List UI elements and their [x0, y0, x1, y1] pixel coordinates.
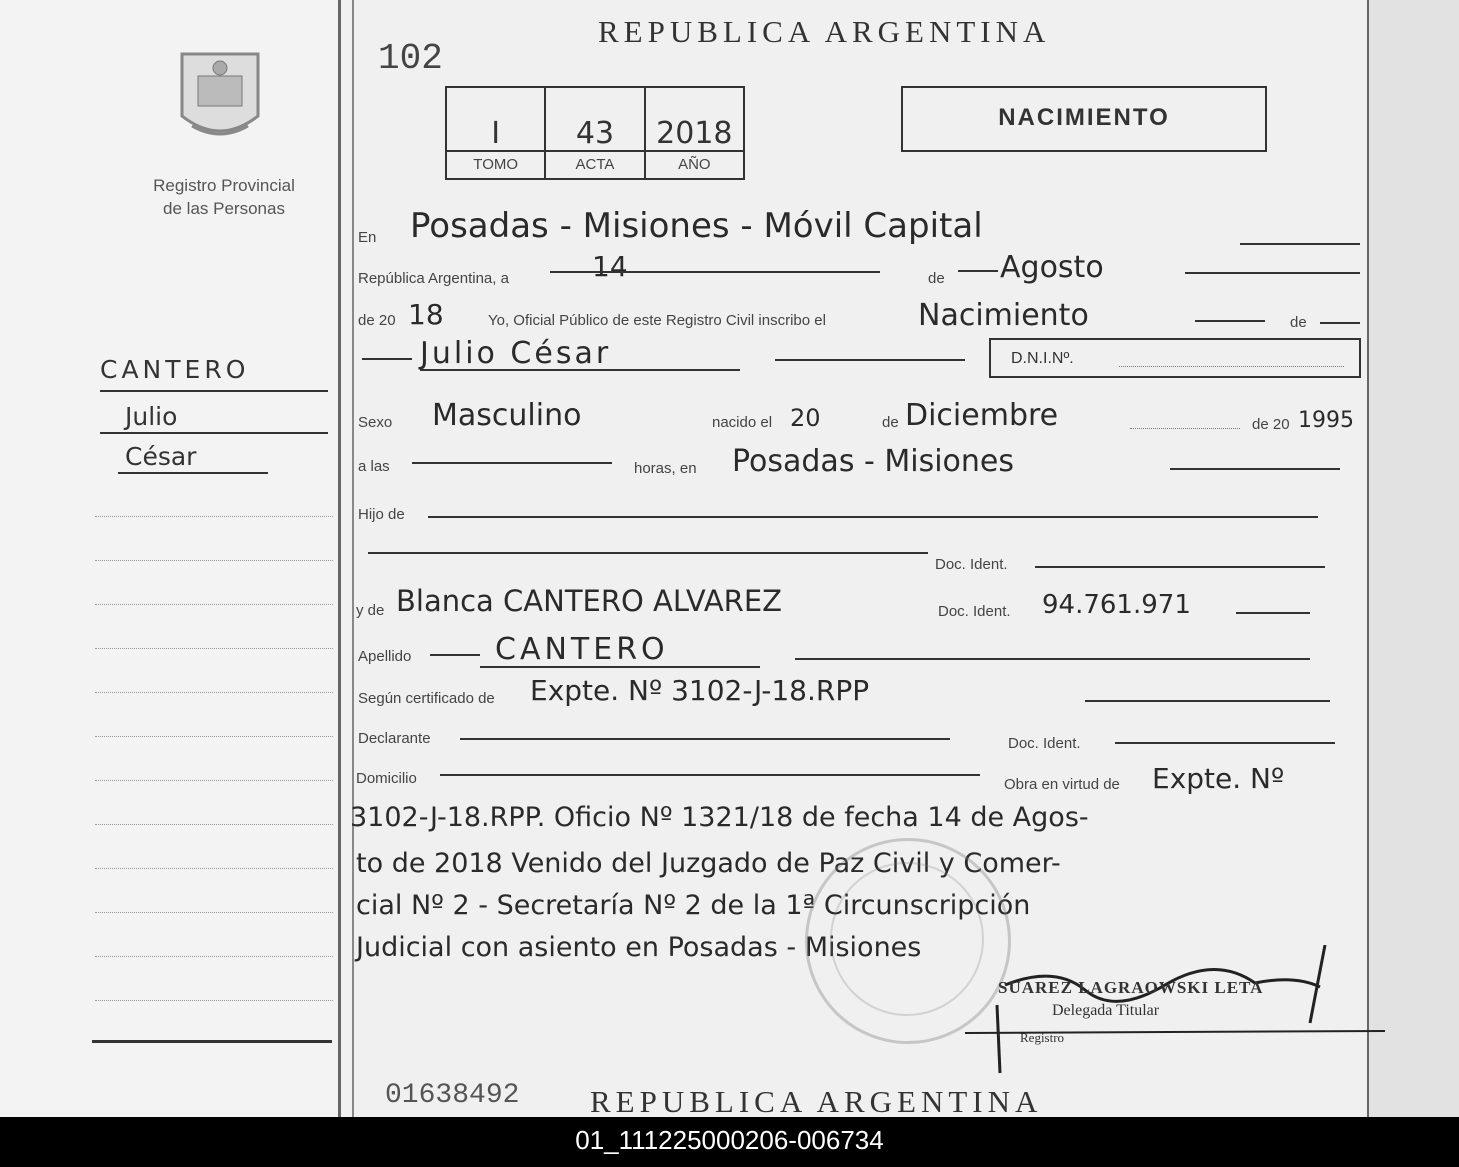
- value-dia: 14: [592, 250, 628, 283]
- value-obra: Expte. Nº: [1152, 762, 1285, 795]
- label-hijo-de: Hijo de: [358, 506, 405, 523]
- label-yo-oficial: Yo, Oficial Público de este Registro Civil inscribo el: [488, 312, 826, 329]
- margin-dotline: [95, 780, 333, 781]
- registry-office-name: [110, 174, 338, 220]
- column-divider: [352, 0, 354, 1117]
- value-tipo: Nacimiento: [918, 298, 1089, 333]
- label-de20: de 20: [358, 312, 396, 329]
- label-dni: D.N.I.Nº.: [1011, 350, 1074, 367]
- dni-box: [989, 338, 1361, 378]
- fill-line: [1085, 700, 1330, 702]
- form-serial-number: 01638492: [385, 1080, 520, 1111]
- fill-line: [550, 271, 880, 273]
- label-a-las: a las: [358, 458, 390, 475]
- signature-caption: Registro: [1020, 1030, 1065, 1045]
- fill-line: [1320, 322, 1360, 324]
- margin-name2: César: [125, 442, 197, 471]
- value-nacido-anio: 1995: [1298, 408, 1354, 433]
- margin-dotline: [95, 736, 333, 737]
- margin-dotline: [95, 560, 333, 561]
- label-horas-en: horas, en: [634, 460, 697, 477]
- country-title: REPUBLICA ARGENTINA: [598, 14, 1051, 49]
- fill-line: [368, 552, 928, 554]
- margin-dotline: [95, 604, 333, 605]
- value-nombre: Julio César: [420, 336, 612, 371]
- official-stamp-inner-ring: [830, 862, 984, 1016]
- fill-line: [420, 369, 740, 371]
- fill-line: [795, 658, 1310, 660]
- tomo-cell: [447, 88, 546, 178]
- fill-line: [1170, 468, 1340, 470]
- value-mes: Agosto: [1000, 250, 1104, 285]
- signatory-name: SUAREZ LAGRAOWSKI LETA: [998, 978, 1264, 997]
- value-lugar: Posadas - Misiones - Móvil Capital: [410, 206, 983, 246]
- label-apellido: Apellido: [358, 648, 412, 665]
- record-type-box: NACIMIENTO: [901, 86, 1267, 152]
- fill-line: [428, 516, 1318, 518]
- signatory-role: Delegada Titular: [1052, 1002, 1160, 1019]
- fill-line: [775, 359, 965, 361]
- fill-line: [362, 358, 412, 360]
- label-doc-ident3: Doc. Ident.: [1008, 735, 1081, 752]
- label-doc-ident2: Doc. Ident.: [938, 603, 1011, 620]
- signature-icon: [965, 945, 1385, 1075]
- anio-value: 2018: [656, 116, 733, 151]
- office-name-line2: de las Personas: [163, 199, 285, 218]
- provincial-seal-icon: [168, 46, 272, 150]
- fill-dotline: [1130, 428, 1240, 429]
- acta-label: ACTA: [546, 150, 643, 178]
- label-nacido-el: nacido el: [712, 414, 773, 431]
- label-domicilio: Domicilio: [356, 770, 417, 787]
- anio-label: AÑO: [646, 150, 743, 178]
- value-certificado: Expte. Nº 3102-J-18.RPP: [530, 674, 870, 707]
- document-number: 102: [378, 38, 443, 79]
- value-nacido-dia: 20: [790, 404, 821, 432]
- fill-line: [412, 462, 612, 464]
- tomo-label: TOMO: [447, 150, 544, 178]
- margin-underline: [100, 432, 328, 434]
- label-de2: de: [1290, 314, 1307, 331]
- registry-reference-table: [445, 86, 745, 180]
- label-sexo: Sexo: [358, 414, 393, 431]
- value-sexo: Masculino: [432, 398, 582, 433]
- margin-dotline: [95, 692, 333, 693]
- anio-cell: [646, 88, 743, 178]
- margin-dotline: [95, 1000, 333, 1001]
- fill-line: [480, 666, 760, 668]
- margin-dotline: [95, 516, 333, 517]
- label-de: de: [928, 270, 945, 287]
- margin-dotline: [95, 868, 333, 869]
- margin-surname: CANTERO: [100, 355, 250, 384]
- fill-line: [958, 270, 998, 272]
- margin-dotline: [95, 912, 333, 913]
- acta-cell: [546, 88, 645, 178]
- label-declarante: Declarante: [358, 730, 431, 747]
- left-margin-column: [0, 0, 340, 1117]
- value-apellido: CANTERO: [495, 632, 669, 667]
- value-madre: Blanca CANTERO ALVAREZ: [396, 584, 783, 618]
- fill-line: [1115, 742, 1335, 744]
- fill-line: [430, 654, 480, 656]
- label-de3: de: [882, 414, 899, 431]
- margin-end-rule: [92, 1040, 332, 1043]
- label-en: En: [358, 229, 377, 246]
- margin-dotline: [95, 824, 333, 825]
- observation-line-3: cial Nº 2 - Secretaría Nº 2 de la 1ª Circunscripción: [356, 890, 1031, 921]
- office-name-line1: Registro Provincial: [153, 176, 295, 195]
- label-y-de: y de: [356, 602, 385, 619]
- margin-dotline: [95, 956, 333, 957]
- observation-line-1: 3102-J-18.RPP. Oficio Nº 1321/18 de fecha 14 de Agos-: [350, 802, 1089, 833]
- observation-line-2: to de 2018 Venido del Juzgado de Paz Civil y Comer-: [356, 848, 1061, 879]
- acta-value: 43: [575, 116, 615, 151]
- fill-line: [1236, 612, 1310, 614]
- fill-line: [1195, 320, 1265, 322]
- tomo-value: I: [491, 116, 501, 151]
- column-divider: [338, 0, 341, 1117]
- margin-dotline: [95, 648, 333, 649]
- dni-dotline: [1119, 366, 1344, 367]
- label-segun: Según certificado de: [358, 690, 495, 707]
- margin-underline: [100, 390, 328, 392]
- value-anio-suffix: 18: [408, 298, 444, 331]
- image-id-caption: 01_111225000206-006734: [0, 1117, 1459, 1167]
- margin-name1: Julio: [125, 402, 178, 431]
- observation-line-4: Judicial con asiento en Posadas - Misiones: [356, 932, 922, 963]
- fill-line: [460, 738, 950, 740]
- fill-line: [1240, 243, 1360, 245]
- label-doc-ident1: Doc. Ident.: [935, 556, 1008, 573]
- margin-underline: [118, 472, 268, 474]
- label-republica: República Argentina, a: [358, 270, 509, 287]
- label-de-anio: de 20: [1252, 416, 1290, 433]
- label-obra: Obra en virtud de: [1004, 776, 1120, 793]
- fill-line: [1185, 272, 1360, 274]
- value-nacido-mes: Diciembre: [905, 398, 1059, 433]
- value-madre-doc: 94.761.971: [1042, 590, 1191, 620]
- value-lugar-nac: Posadas - Misiones: [732, 444, 1014, 479]
- fill-line: [440, 774, 980, 776]
- fill-line: [1035, 566, 1325, 568]
- next-page-title: REPUBLICA ARGENTINA: [590, 1084, 1043, 1117]
